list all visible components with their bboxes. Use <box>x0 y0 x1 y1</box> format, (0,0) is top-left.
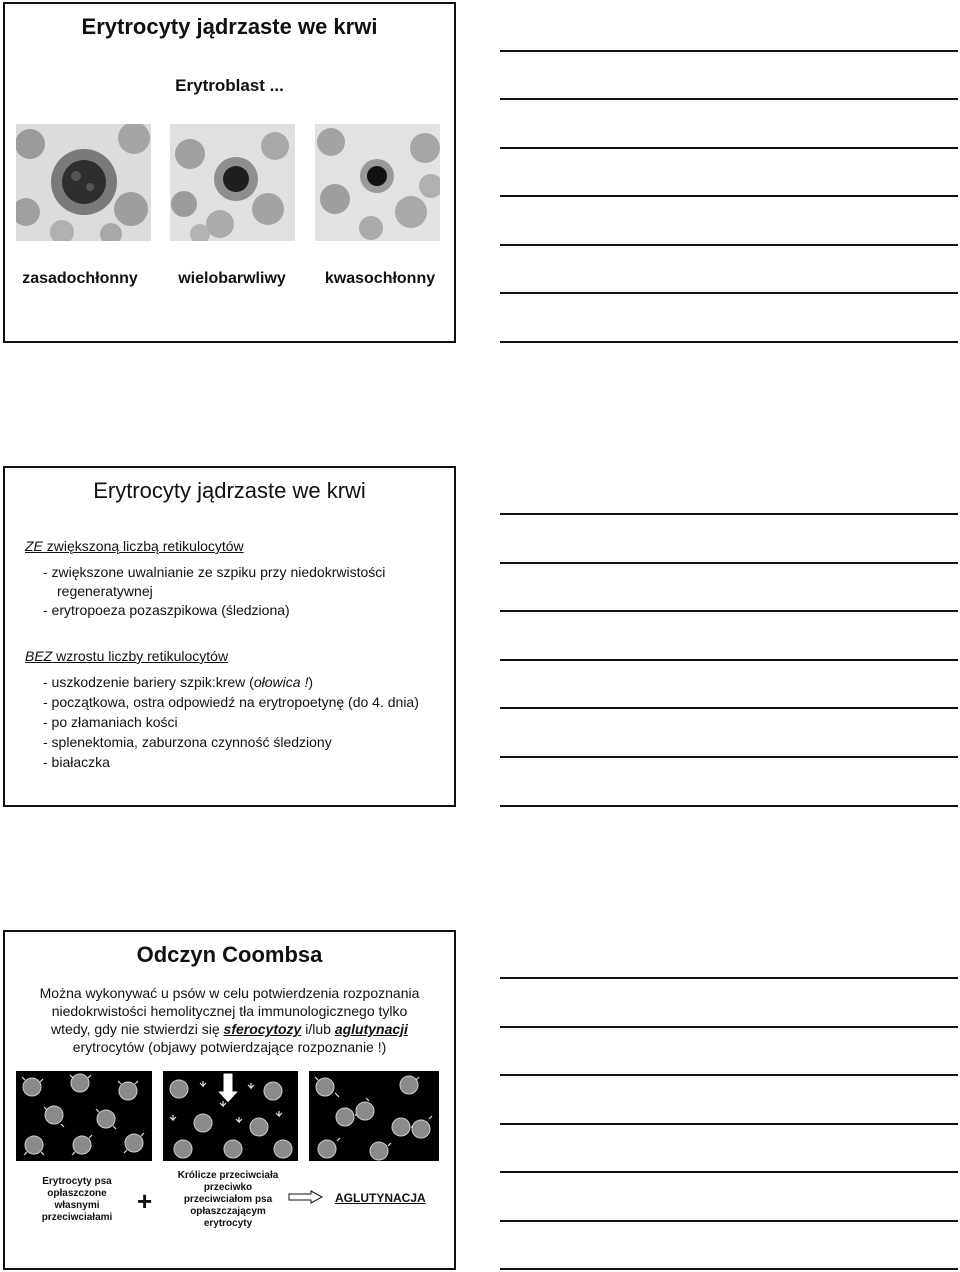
note-line <box>500 1268 958 1270</box>
note-line <box>500 1220 958 1222</box>
note-line <box>500 756 958 758</box>
note-line <box>500 610 958 612</box>
polychromatic-erythroblast-image <box>170 124 295 241</box>
note-line <box>500 98 958 100</box>
arrow-icon <box>288 1190 324 1209</box>
bez-item-2: - początkowa, ostra odpowiedź na erytropoetynę (do 4. dnia) <box>43 694 419 710</box>
cap2-line-3: przeciwciałom psa <box>183 1194 273 1205</box>
caption-agglutination: AGLUTYNACJA <box>335 1191 426 1205</box>
note-line <box>500 50 958 52</box>
ze-item-1-cont: regeneratywnej <box>57 583 153 599</box>
bez-item-1-a: - uszkodzenie bariery szpik:krew ( <box>43 674 254 690</box>
note-line <box>500 1074 958 1076</box>
cap1-line-2: opłaszczone <box>47 1188 107 1199</box>
paragraph-line-2: niedokrwistości hemolitycznej tła immunologicznego tylko <box>51 1003 408 1019</box>
cap2-line-5: erytrocyty <box>203 1218 253 1229</box>
agglutination-image <box>309 1071 439 1161</box>
bez-prefix: BEZ <box>25 648 53 664</box>
cap2-line-2: przeciwko <box>203 1182 253 1193</box>
label-basophilic: zasadochłonny <box>22 270 138 287</box>
acidophilic-erythroblast-image <box>315 124 440 241</box>
ze-heading <box>25 538 244 554</box>
ze-item-2: - erytropoeza pozaszpikowa (śledziona) <box>43 602 290 618</box>
coombs-paragraph <box>19 984 440 1056</box>
paragraph-line-3 <box>19 1020 440 1038</box>
note-line <box>500 1026 958 1028</box>
bez-item-1-c: ) <box>308 674 313 690</box>
slide-3 <box>3 930 456 1270</box>
note-line <box>500 977 958 979</box>
slide-3-title: Odczyn Coombsa <box>136 942 323 967</box>
slide-2-title: Erytrocyty jądrzaste we krwi <box>93 478 366 503</box>
cap1-line-1: Erytrocyty psa <box>42 1176 112 1187</box>
cap1-line-3: własnymi <box>54 1200 100 1211</box>
p3-c: i/lub <box>301 1021 335 1037</box>
ze-item-1: - zwiększone uwalnianie ze szpiku przy niedokrwistości <box>43 564 386 580</box>
bez-item-1 <box>43 674 313 690</box>
bez-item-4: - splenektomia, zaburzona czynność śledziony <box>43 734 332 750</box>
bez-item-5: - białaczka <box>43 754 110 770</box>
slide-2 <box>3 466 456 807</box>
bez-item-1-b: ołowica ! <box>253 674 309 690</box>
ze-rest: zwiększoną liczbą retikulocytów <box>42 538 244 554</box>
cap1-line-4: przeciwciałami <box>41 1212 113 1223</box>
slide-1 <box>3 2 456 343</box>
note-line <box>500 707 958 709</box>
note-line <box>500 562 958 564</box>
note-line <box>500 805 958 807</box>
cap2-line-4: opłaszczającym <box>190 1206 266 1217</box>
slide-1-subtitle: Erytroblast ... <box>175 76 284 95</box>
caption-rabbit-antibodies <box>170 1170 286 1230</box>
plus-sign: + <box>137 1186 153 1216</box>
paragraph-line-1: Można wykonywać u psów w celu potwierdzenia rozpoznania <box>39 985 420 1001</box>
note-line <box>500 1123 958 1125</box>
p3-spherocytosis: sferocytozy <box>223 1021 302 1037</box>
note-line <box>500 1171 958 1173</box>
note-line <box>500 195 958 197</box>
caption-coated-erythrocytes <box>27 1176 127 1224</box>
coated-erythrocytes-image <box>16 1071 152 1161</box>
note-line <box>500 147 958 149</box>
bez-heading <box>25 648 228 664</box>
label-acidophilic: kwasochłonny <box>324 270 436 287</box>
bez-rest: wzrostu liczby retikulocytów <box>52 648 229 664</box>
p3-agglutination: aglutynacji <box>334 1021 408 1037</box>
paragraph-line-4: erytrocytów (objawy potwierdzające rozpoznanie !) <box>72 1039 387 1055</box>
basophilic-erythroblast-image <box>16 124 151 241</box>
note-line <box>500 292 958 294</box>
label-polychromatic: wielobarwliwy <box>178 270 286 287</box>
bez-item-3: - po złamaniach kości <box>43 714 178 730</box>
slide-1-title: Erytrocyty jądrzaste we krwi <box>81 14 378 39</box>
p3-a: wtedy, gdy nie stwierdzi się <box>51 1021 224 1037</box>
ze-prefix: ZE <box>25 538 43 554</box>
rabbit-antibodies-image <box>163 1071 298 1161</box>
note-line <box>500 513 958 515</box>
cap2-line-1: Królicze przeciwciała <box>177 1170 279 1181</box>
note-line <box>500 244 958 246</box>
note-line <box>500 659 958 661</box>
note-line <box>500 341 958 343</box>
